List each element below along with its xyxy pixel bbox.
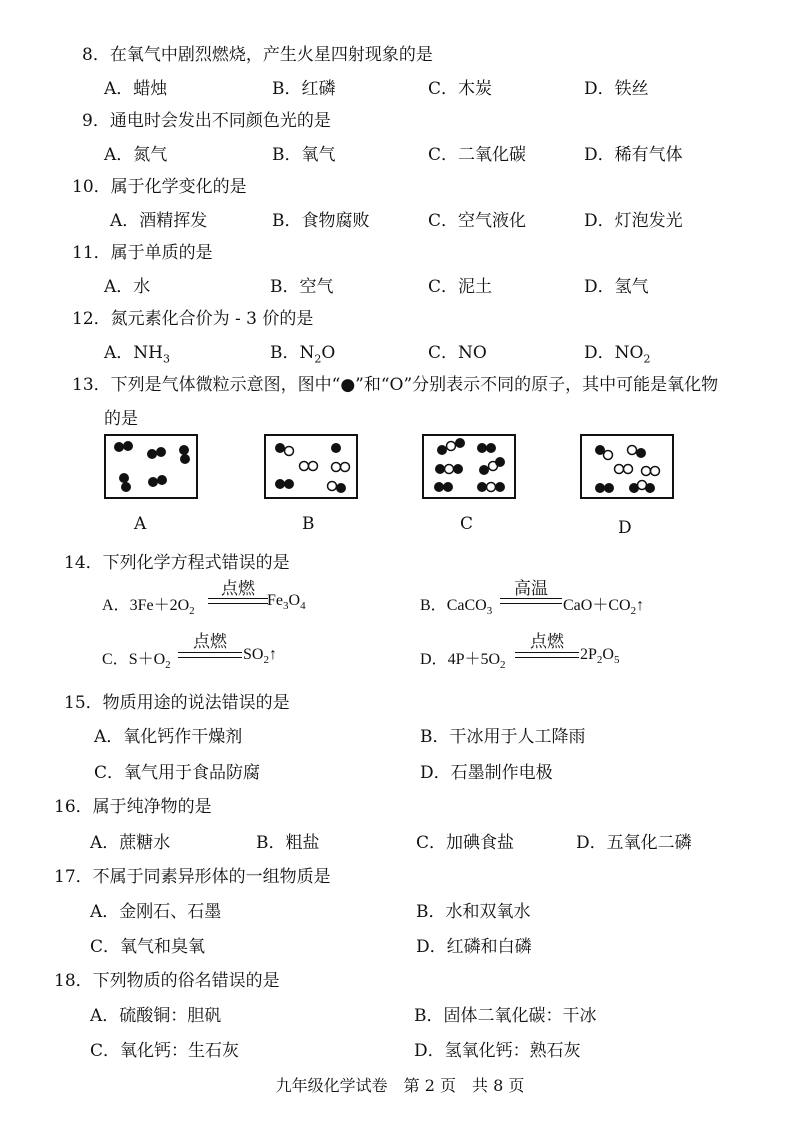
q17-option-a: A．金刚石、石墨 (90, 902, 222, 922)
q17-option-d: D．红磷和白磷 (416, 937, 532, 957)
q12-option-b: B．$N_2O$ (270, 343, 336, 366)
equation-b-left: B．CaCO$_3$ (420, 597, 493, 618)
equation-c-equals (178, 652, 242, 658)
q15-option-b: B．干冰用于人工降雨 (420, 727, 586, 747)
question-14-stem: 14．下列化学方程式错误的是 (64, 553, 290, 573)
q15-option-c: C．氧气用于食品防腐 (94, 763, 261, 783)
q16-option-a: A．蔗糖水 (90, 833, 171, 853)
equation-a-left: A．$3Fe+2O_2$ (102, 597, 195, 618)
equation-d-condition: 点燃 (530, 632, 564, 652)
q18-option-c: C．氧化钙：生石灰 (90, 1041, 240, 1061)
q9-option-d: D．稀有气体 (584, 145, 683, 165)
q10-option-a: A．酒精挥发 (110, 211, 208, 231)
q18-option-d: D．氢氧化钙：熟石灰 (414, 1041, 581, 1061)
q11-option-c: C．泥土 (428, 277, 493, 297)
q12-option-c: C．NO (428, 343, 487, 363)
q17-option-b: B．水和双氧水 (416, 902, 531, 922)
q11-option-a: A．水 (104, 277, 151, 297)
diagram-label-b: B (302, 514, 315, 534)
q16-option-b: B．粗盐 (256, 833, 320, 853)
diagram-label-c: C (460, 514, 474, 534)
equation-b-condition: 高温 (514, 579, 548, 599)
question-12-stem: 12．氮元素化合价为 - 3 价的是 (72, 309, 314, 329)
equation-b-right: $CaO+CO_2↑$ (563, 597, 645, 618)
question-13-stem: 13．下列是气体微粒示意图，图中“●”和“O”分别表示不同的原子，其中可能是氧化物 (72, 375, 719, 395)
equation-c-left: C．$S+O_2$ (102, 651, 171, 672)
equation-a-right: $Fe_3O_4$ (267, 592, 306, 613)
equation-c-condition: 点燃 (193, 632, 227, 652)
q12-option-d: D．$NO_2$ (584, 343, 651, 366)
equation-b-equals (500, 598, 562, 604)
q9-option-c: C．二氧化碳 (428, 145, 527, 165)
equation-a-equals (208, 598, 268, 604)
q8-option-b: B．红磷 (272, 79, 336, 99)
q11-option-d: D．氢气 (584, 277, 649, 297)
q10-option-d: D．灯泡发光 (584, 211, 683, 231)
question-10-stem: 10．属于化学变化的是 (72, 177, 247, 197)
molecule-diagram-d (580, 434, 674, 499)
question-13-stem-cont: 的是 (104, 409, 138, 429)
question-11-stem: 11．属于单质的是 (72, 243, 213, 263)
q8-option-c: C．木炭 (428, 79, 493, 99)
q9-option-a: A．氮气 (104, 145, 168, 165)
q10-option-c: C．空气液化 (428, 211, 527, 231)
diagram-label-d: D (618, 518, 632, 538)
molecule-diagram-c (422, 434, 516, 499)
question-15-stem: 15．物质用途的说法错误的是 (64, 693, 290, 713)
equation-a-condition: 点燃 (221, 579, 255, 599)
page-footer: 九年级化学试卷 第 2 页 共 8 页 (275, 1076, 525, 1095)
question-18-stem: 18．下列物质的俗名错误的是 (54, 971, 280, 991)
question-17-stem: 17．不属于同素异形体的一组物质是 (54, 867, 331, 887)
question-8-stem: 8．在氧气中剧烈燃烧，产生火星四射现象的是 (82, 45, 433, 65)
q15-option-d: D．石墨制作电极 (420, 763, 553, 783)
q11-option-b: B．空气 (270, 277, 334, 297)
question-16-stem: 16．属于纯净物的是 (54, 797, 212, 817)
q16-option-c: C．加碘食盐 (416, 833, 515, 853)
molecule-diagram-b (264, 434, 358, 499)
molecule-diagram-a (104, 434, 198, 499)
q15-option-a: A．氧化钙作干燥剂 (94, 727, 243, 747)
q12-option-a: A．$NH_3$ (104, 343, 170, 366)
diagram-label-a: A (134, 514, 147, 534)
q17-option-c: C．氧气和臭氧 (90, 937, 206, 957)
equation-d-equals (515, 652, 579, 658)
q10-option-b: B．食物腐败 (272, 211, 370, 231)
q18-option-a: A．硫酸铜：胆矾 (90, 1006, 222, 1026)
q16-option-d: D．五氧化二磷 (576, 833, 692, 853)
equation-d-right: $2P_2O_5$ (580, 646, 620, 667)
question-9-stem: 9．通电时会发出不同颜色光的是 (82, 111, 331, 131)
q9-option-b: B．氧气 (272, 145, 336, 165)
q8-option-a: A．蜡烛 (104, 79, 168, 99)
q18-option-b: B．固体二氧化碳：干冰 (414, 1006, 597, 1026)
equation-d-left: D．$4P+5O_2$ (420, 651, 506, 672)
q8-option-d: D．铁丝 (584, 79, 649, 99)
equation-c-right: $SO_2↑$ (243, 646, 277, 667)
